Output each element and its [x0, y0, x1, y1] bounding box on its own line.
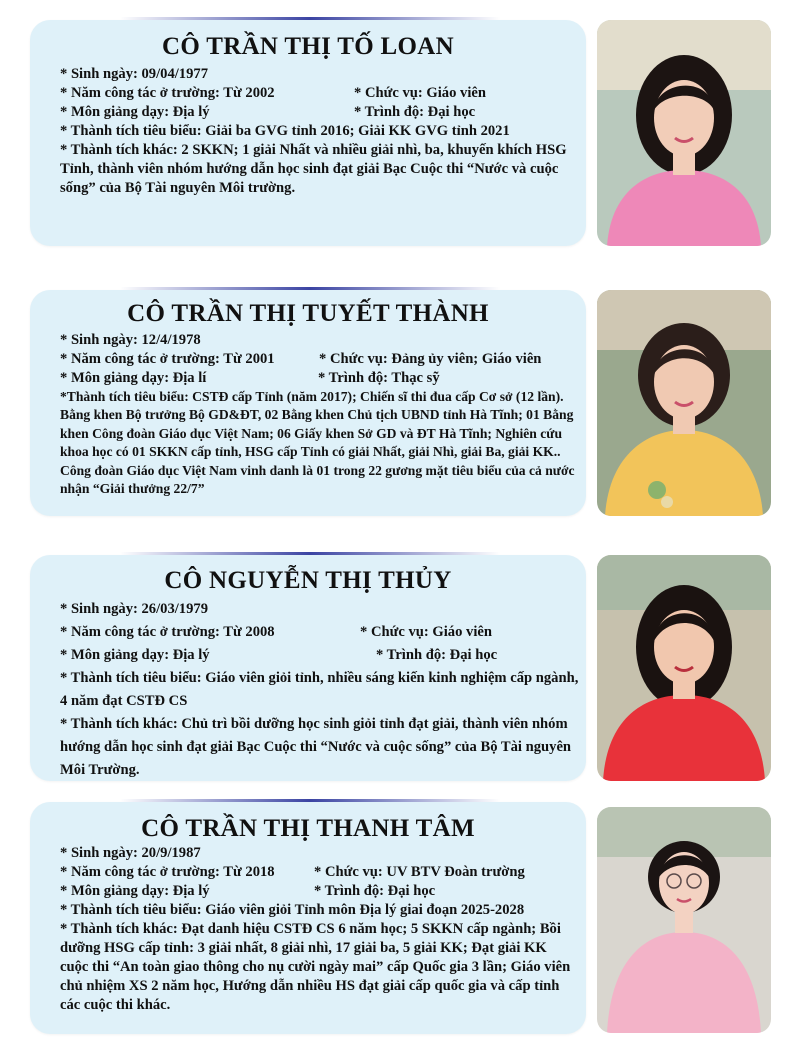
teacher-name: CÔ NGUYỄN THỊ THỦY: [164, 567, 452, 594]
other-achievement: * Thành tích khác: Đạt danh hiệu CSTĐ CS 6 năm học; 5 SKKN cấp ngành; Bồi dưỡng HSG cấp tỉnh: 3 giải nhất, 8 giải nhì, 17 giải ba, 5 giải KK; Đạt giải KK cuộc thi “An toàn giao thông cho nụ cười ngày mai” cấp Quốc gia 3 lần; Giáo viên chủ nhiệm XS 2 năm học, Hướng dẫn nhiều HS đạt giải cấp quốc gia và cấp tỉnh các cuộc thi khác.: [60, 921, 571, 1013]
position: * Chức vụ: UV BTV Đoàn trường: [314, 864, 525, 880]
birth-date: * Sinh ngày: 26/03/1979: [60, 601, 208, 617]
key-achievement: * Thành tích tiêu biểu: Giải ba GVG tỉnh 2016; Giải KK GVG tỉnh 2021: [60, 123, 510, 139]
teacher-photo: [597, 20, 771, 246]
birth-date: * Sinh ngày: 09/04/1977: [60, 66, 208, 82]
profile-card: [30, 555, 586, 781]
profile-card: [30, 20, 586, 246]
work-years: * Năm công tác ở trường: Từ 2002: [60, 85, 275, 101]
work-years: * Năm công tác ở trường: Từ 2018: [60, 864, 275, 880]
birth-date: * Sinh ngày: 20/9/1987: [60, 845, 201, 861]
position: * Chức vụ: Giáo viên: [354, 85, 486, 101]
birth-date: * Sinh ngày: 12/4/1978: [60, 332, 201, 348]
key-achievement: * Thành tích tiêu biểu: Giáo viên giỏi tỉnh, nhiều sáng kiến kinh nghiệm cấp ngành, 4 năm đạt CSTĐ CS: [60, 670, 579, 709]
teacher-name: CÔ TRẦN THỊ THANH TÂM: [141, 815, 475, 842]
qualification: * Trình độ: Đại học: [354, 104, 476, 120]
profile-card: [30, 290, 586, 516]
qualification: * Trình độ: Đại học: [376, 647, 498, 663]
teacher-name: CÔ TRẦN THỊ TỐ LOAN: [162, 33, 454, 60]
key-achievement: * Thành tích tiêu biểu: Giáo viên giỏi Tỉnh môn Địa lý giai đoạn 2025-2028: [60, 902, 525, 918]
subject: * Môn giảng dạy: Địa lí: [60, 370, 207, 386]
teacher-photo: [597, 290, 771, 516]
subject: * Môn giảng dạy: Địa lý: [60, 104, 210, 120]
profile-card: [30, 802, 586, 1034]
work-years: * Năm công tác ở trường: Từ 2008: [60, 624, 275, 640]
qualification: * Trình độ: Thạc sỹ: [318, 370, 440, 386]
other-achievement: * Thành tích khác: Chủ trì bồi dưỡng học sinh giỏi tỉnh đạt giải, thành viên nhóm hướng dẫn học sinh đạt giải Bạc Cuộc thi “Nước và cuộc sống” của Bộ Tài nguyên Môi Trường.: [60, 716, 572, 778]
qualification: * Trình độ: Đại học: [314, 883, 436, 899]
position: * Chức vụ: Giáo viên: [360, 624, 492, 640]
position: * Chức vụ: Đảng ủy viên; Giáo viên: [319, 351, 542, 367]
teacher-photo: [597, 555, 771, 781]
other-achievement: * Thành tích khác: 2 SKKN; 1 giải Nhất và nhiều giải nhì, ba, khuyến khích HSG Tỉnh, thành viên nhóm hướng dẫn học sinh đạt giải Bạc Cuộc thi “Nước và cuộc sống” của Bộ Tài nguyên Môi trường.: [60, 142, 567, 196]
teacher-name: CÔ TRẦN THỊ TUYẾT THÀNH: [127, 300, 489, 327]
subject: * Môn giảng dạy: Địa lý: [60, 647, 210, 663]
key-achievement: *Thành tích tiêu biểu: CSTĐ cấp Tỉnh (năm 2017); Chiến sĩ thi đua cấp Cơ sở (12 lần). Bằng khen Bộ trưởng Bộ GD&ĐT, 02 Bằng khen Chủ tịch UBND tỉnh Hà Tĩnh; 01 Bằng khen Công đoàn Giáo dục Việt Nam; 06 Giấy khen Sở GD và ĐT Hà Tĩnh; Nghiên cứu khoa học có 01 SKKN cấp tỉnh, HSG cấp Tỉnh có giải Nhất, giải Nhì, giải Ba, giải KK.. Công đoàn Giáo dục Việt Nam vinh danh là 01 trong 22 gương mặt tiêu biểu của cả nước nhận “Giải thưởng 22/7”: [60, 389, 575, 497]
teacher-photo: [597, 807, 771, 1033]
work-years: * Năm công tác ở trường: Từ 2001: [60, 351, 275, 367]
subject: * Môn giảng dạy: Địa lý: [60, 883, 210, 899]
